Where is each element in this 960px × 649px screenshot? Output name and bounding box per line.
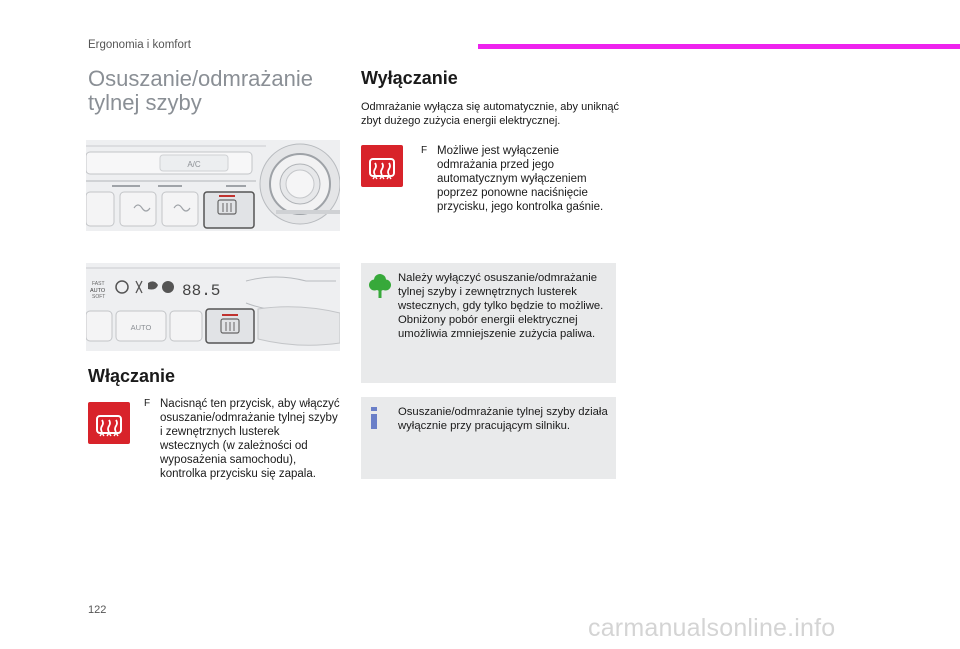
info-note-box [361,397,616,479]
page-title-line2: tylnej szyby [88,90,202,115]
auto-small-label: AUTO [90,288,106,294]
fast-label: FAST [92,281,105,287]
instruction-off-text: Możliwe jest wyłączenie odmrażania przed jego automatycznym wyłączeniem poprzez ponowne naciśnięcie przycisku, jego kontrolka gaśnie. [437,145,604,213]
section-header: Ergonomia i komfort [88,39,191,51]
instruction-on-text: Nacisnąć ten przycisk, aby włączyć osuszanie/odmrażanie tylnej szyby i zewnętrznych lusterek wstecznych (w zależności od wyposażenia samochodu), kontrolka przycisku się zapala. [160,398,340,480]
section-heading-on: Włączanie [88,366,176,386]
ac-label: A/C [187,160,201,169]
info-note-text: Osuszanie/odmrażanie tylnej szyby działa wyłącznie przy pracującym silniku. [398,406,608,432]
bullet-mark: F [144,398,151,409]
control-panel-illustration-bottom [86,263,340,351]
info-icon [369,407,379,429]
bullet-mark: F [421,145,428,156]
eco-note-text: Należy wyłączyć osuszanie/odmrażanie tylnej szyby i zewnętrznych lusterek wstecznych, gdy tylko będzie to możliwe. Obniżony pobór energii elektrycznej umożliwia zmniejszenie zużycia paliwa. [398,272,604,340]
instruction-off [421,144,611,214]
auto-button-label: AUTO [130,323,152,332]
off-intro-text: Odmrażanie wyłącza się automatycznie, aby uniknąć zbyt dużego zużycia energii elektrycznej. [361,101,620,127]
page-title [88,67,338,115]
watermark: carmanualsonline.info [588,614,836,642]
section-heading-off: Wyłączanie [361,68,458,88]
eco-tree-icon [369,273,391,299]
page-number: 122 [88,604,107,616]
header-accent-bar [478,44,960,49]
rear-defrost-icon [88,402,130,444]
control-panel-illustration-top [86,140,340,231]
temperature-display: 88.5 [182,282,221,300]
page-title-line1: Osuszanie/odmrażanie [88,66,314,91]
eco-note-box [361,263,616,383]
soft-label: SOFT [92,294,106,300]
instruction-on [144,397,340,481]
rear-defrost-icon [361,145,403,187]
